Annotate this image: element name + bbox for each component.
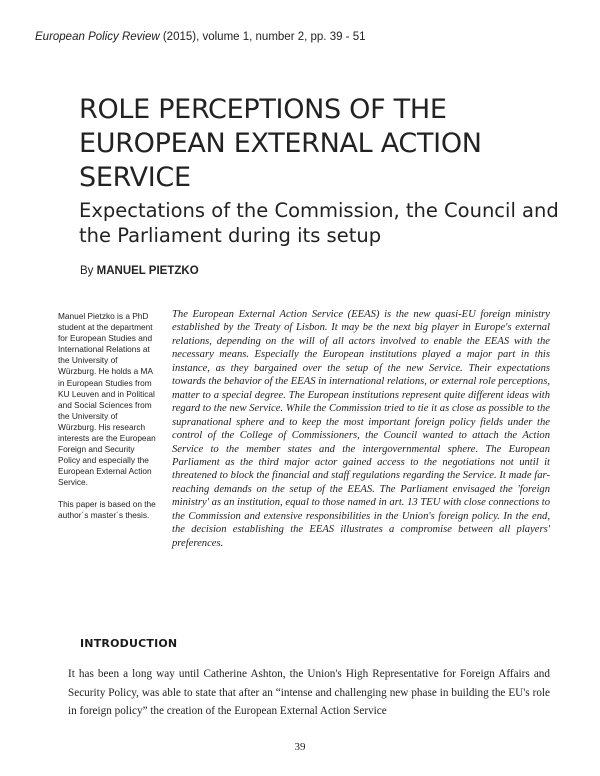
- abstract: The European External Action Service (EEAS) is the new quasi-EU foreign ministry established by the Treaty of Lisbon. It may be the next big player in Europe's external relations, depending on the will of all actors involved to enable the EEAS with the necessary means. Especially the European institutions played a major part in this instance, as they bargained over the setup of the new Service. Their expectations towards the behavior of the EEAS in international relations, or external role perceptions, matter to a special degree. The European institutions represent quite different ideas with regard to the new Service. While the Commission tried to tie it as close as possible to the supranational sphere and to keep the most important foreign policy fields under the control of the College of Commissioners, the Council wanted to attach the Action Service to the member states and the intergovernmental sphere. The European Parliament as the third major actor gained access to the negotiations not until it threatened to block the financial and staff regulations regarding the Service. It made far-reaching demands on the setup of the EEAS. The Parliament envisaged the 'foreign ministry' as an institution, equal to those named in art. 13 TEU with close connections to the Commission and extensive responsibilities in the Union's foreign policy. In the end, the decision establishing the EEAS illustrates a compromise between all players' preferences.: [172, 309, 550, 549]
- journal-volume-info: (2015), volume 1, number 2, pp. 39 - 51: [159, 31, 366, 43]
- byline: [80, 265, 199, 277]
- introduction-paragraph: It has been a long way until Catherine Ashton, the Union's High Representative for Foreign Affairs and Security Policy, was able to state that after an “intense and challenging new phase in building the EU's role in foreign policy” the creation of the European External Action Service: [68, 668, 550, 718]
- page-number: 39: [294, 741, 306, 753]
- article-subtitle: Expectations of the Commission, the Council and the Parliament during its setup: [79, 199, 559, 247]
- author-bio-sidebar: [58, 311, 158, 531]
- article-title: ROLE PERCEPTIONS OF THE EUROPEAN EXTERNAL ACTION SERVICE: [79, 94, 482, 193]
- byline-prefix: By: [80, 265, 97, 277]
- author-name: MANUEL PIETZKO: [96, 265, 199, 277]
- author-bio: Manuel Pietzko is a PhD student at the department for European Studies and International Relations at the University of Würzburg. He holds a MA in European Studies from KU Leuven and in Political and Social Sciences from the University of Würzburg. His research interests are the European Foreign and Security Policy and especially the European External Action Service.: [58, 311, 156, 488]
- thesis-note: This paper is based on the author´s master´s thesis.: [58, 498, 156, 520]
- journal-citation: [35, 31, 366, 43]
- section-heading-introduction: INTRODUCTION: [80, 637, 178, 650]
- journal-name: European Policy Review: [35, 31, 160, 43]
